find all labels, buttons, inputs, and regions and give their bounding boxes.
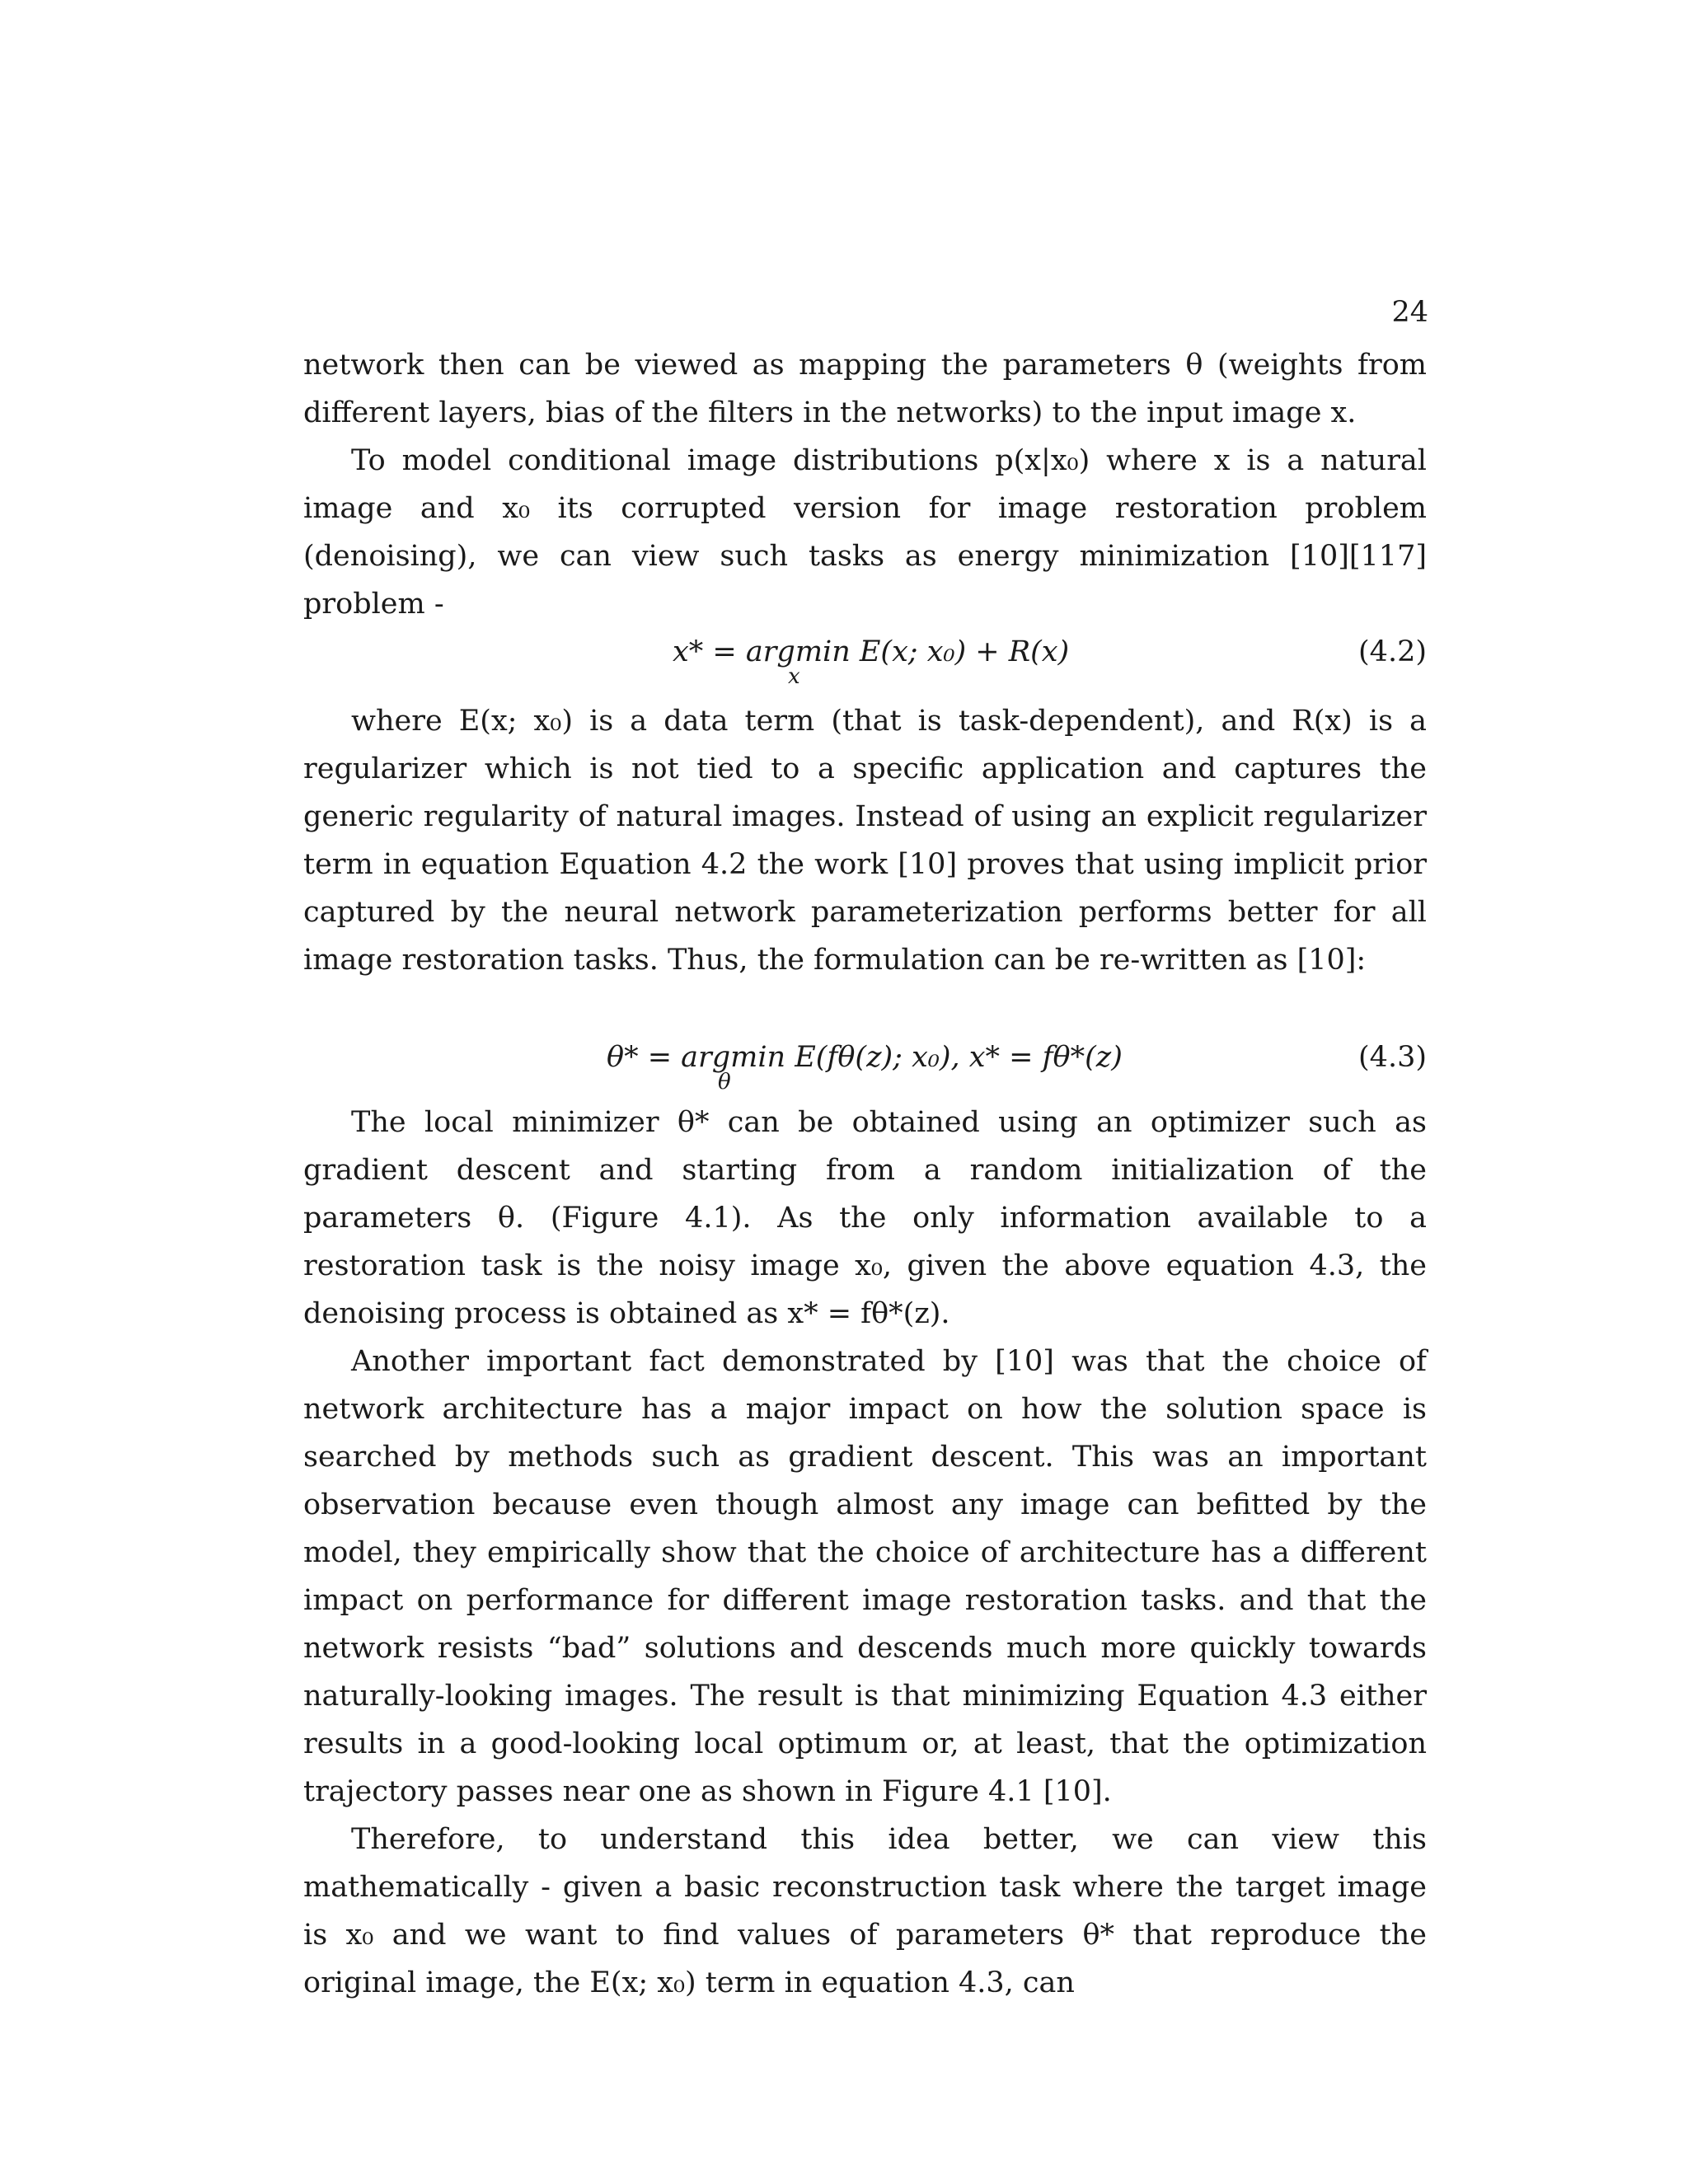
equation-4-2-number: (4.2) [1358,635,1427,668]
paragraph-2: To model conditional image distributions p(x|x₀) where x is a natural image and x₀ its corrupted version for image restoration problem (denoising), we can view such tasks as energy minimization [10][117] problem - [303,444,1427,621]
paragraph-5: Another important fact demonstrated by [10] was that the choice of network architecture has a major impact on how the solution space is searched by methods such as gradient descent. This was an important observation because even though almost any image can befitted by the model, they empirically show that the choice of architecture has a different impact on performance for different image restoration tasks. and that the network resists “bad” solutions and descends much more quickly towards naturally-looking images. The result is that minimizing Equation 4.3 either results in a good-looking local optimum or, at least, that the optimization trajectory passes near one as shown in Figure 4.1 [10]. [303,1345,1427,1808]
equation-4-3-body: θ* = argmin E(fθ(z); x₀), x* = fθ*(z) [607,1041,1123,1074]
equation-4-3-subscript: θ [718,1070,731,1094]
equation-4-2-body: x* = argmin E(x; x₀) + R(x) [673,635,1070,668]
equation-4-3-number: (4.3) [1358,1041,1427,1074]
equation-4-2-subscript: x [788,664,800,689]
body-text-container [303,1099,1427,2007]
paragraph-1: network then can be viewed as mapping the parameters θ (weights from different layers, bias of the filters in the networks) to the input image x. [303,349,1427,429]
page-number: 24 [1391,296,1428,329]
paragraph-3-container [303,697,1427,984]
paragraph-1-container [303,341,1427,628]
paragraph-6: Therefore, to understand this idea better, we can view this mathematically - given a basic reconstruction task where the target image is x₀ and we want to find values of parameters θ* that reproduce the original image, the E(x; x₀) term in equation 4.3, can [303,1823,1427,1999]
paragraph-3: where E(x; x₀) is a data term (that is task-dependent), and R(x) is a regularizer which is not tied to a specific application and captures the generic regularity of natural images. Instead of using an explicit regularizer term in equation Equation 4.2 the work [10] proves that using implicit prior captured by the neural network parameterization performs better for all image restoration tasks. Thus, the formulation can be re-written as [10]: [303,705,1427,977]
paragraph-4: The local minimizer θ* can be obtained using an optimizer such as gradient descent and starting from a random initialization of the parameters θ. (Figure 4.1). As the only information available to a restoration task is the noisy image x₀, given the above equation 4.3, the denoising process is obtained as x* = fθ*(z). [303,1106,1427,1330]
